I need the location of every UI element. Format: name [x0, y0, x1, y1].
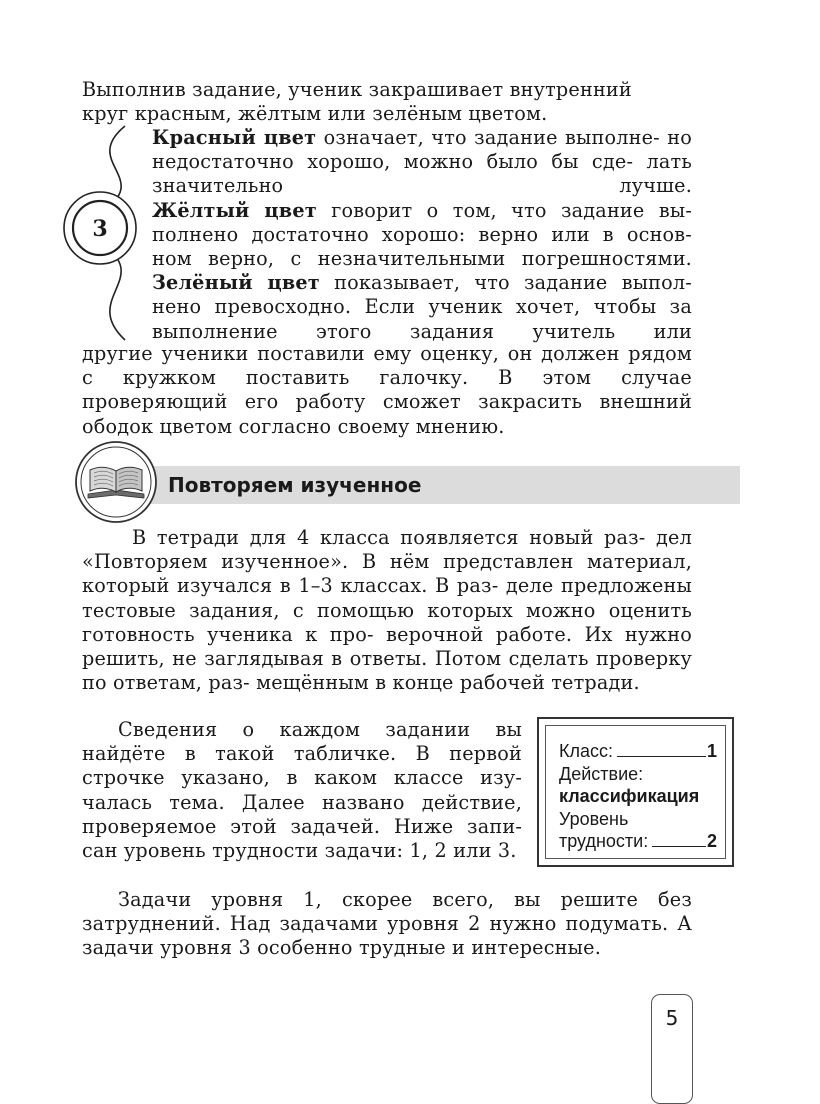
green-color-term: Зелёный цвет — [152, 271, 320, 295]
green-color-text: показывает, что задание выпол- нено превосходно. Если ученик хочет, чтобы за выполнение этого задания учитель или — [152, 271, 692, 343]
info-class-label: Класс: — [559, 741, 613, 761]
info-level-value: 2 — [706, 831, 717, 851]
info-level-label-1: Уровень — [559, 808, 629, 829]
intro-paragraph — [82, 78, 692, 126]
task-info-box-inner — [545, 725, 726, 859]
task-info-box — [537, 717, 734, 867]
section-paragraph-2: Сведения о каждом задании вы найдёте в такой табличке. В первой строчке указано, в каком классе изу- чалась тема. Далее названо действие, проверяемое этой задачей. Ниже запи- сан уровень трудности задачи: 1, 2 или 3. — [82, 718, 522, 863]
info-action-label: Действие: — [559, 763, 644, 784]
section-paragraph-1: В тетради для 4 класса появляется новый раз- дел «Повторяем изученное». В нём представлен материал, который изучался в 1–3 классах. В раз- деле предложены тестовые задания, с помощью которых можно оценить готовность ученика к про- верочной работе. Их нужно решить, не заглядывая в ответы. Потом сделать проверку по ответам, раз- мещённым в конце рабочей тетради. — [82, 526, 692, 695]
marker-number: 3 — [92, 216, 108, 242]
intro-line-1: Выполнив задание, ученик закрашивает внутренний — [82, 78, 632, 101]
info-level-label-2: трудности: — [559, 831, 649, 851]
info-class-value: 1 — [706, 741, 717, 761]
info-level-row — [559, 830, 717, 853]
red-color-term: Красный цвет — [152, 126, 317, 149]
info-level-underline — [652, 831, 706, 847]
book-icon — [74, 440, 158, 524]
color-legend — [152, 126, 692, 344]
info-class-row — [559, 740, 717, 763]
section-title: Повторяем изученное — [168, 473, 422, 497]
yellow-color-term: Жёлтый цвет — [152, 198, 317, 222]
section-paragraph-3: Задачи уровня 1, скорее всего, вы решите без затруднений. Над задачами уровня 2 нужно подумать. А задачи уровня 3 особенно трудные и интересные. — [82, 888, 692, 960]
legend-continuation: другие ученики поставили ему оценку, он должен рядом с кружком поставить галочку. В этом случае проверяющий его работу сможет закрасить внешний ободок цветом согласно своему мнению. — [82, 342, 692, 438]
info-action-value: классификация — [559, 786, 700, 806]
task-marker — [50, 118, 150, 348]
red-color-text: означает, что задание выполне- но недостаточно хорошо, можно было бы сде- лать значительно лучше. — [152, 126, 692, 198]
yellow-color-text: говорит о том, что задание вы- полнено достаточно хорошо: верно или в основ- ном верно, с незначительными погрешностями. — [152, 198, 693, 271]
page-number: 5 — [665, 1006, 679, 1030]
info-class-underline — [617, 741, 706, 757]
intro-line-2: круг красным, жёлтым или зелёным цветом. — [82, 102, 548, 126]
